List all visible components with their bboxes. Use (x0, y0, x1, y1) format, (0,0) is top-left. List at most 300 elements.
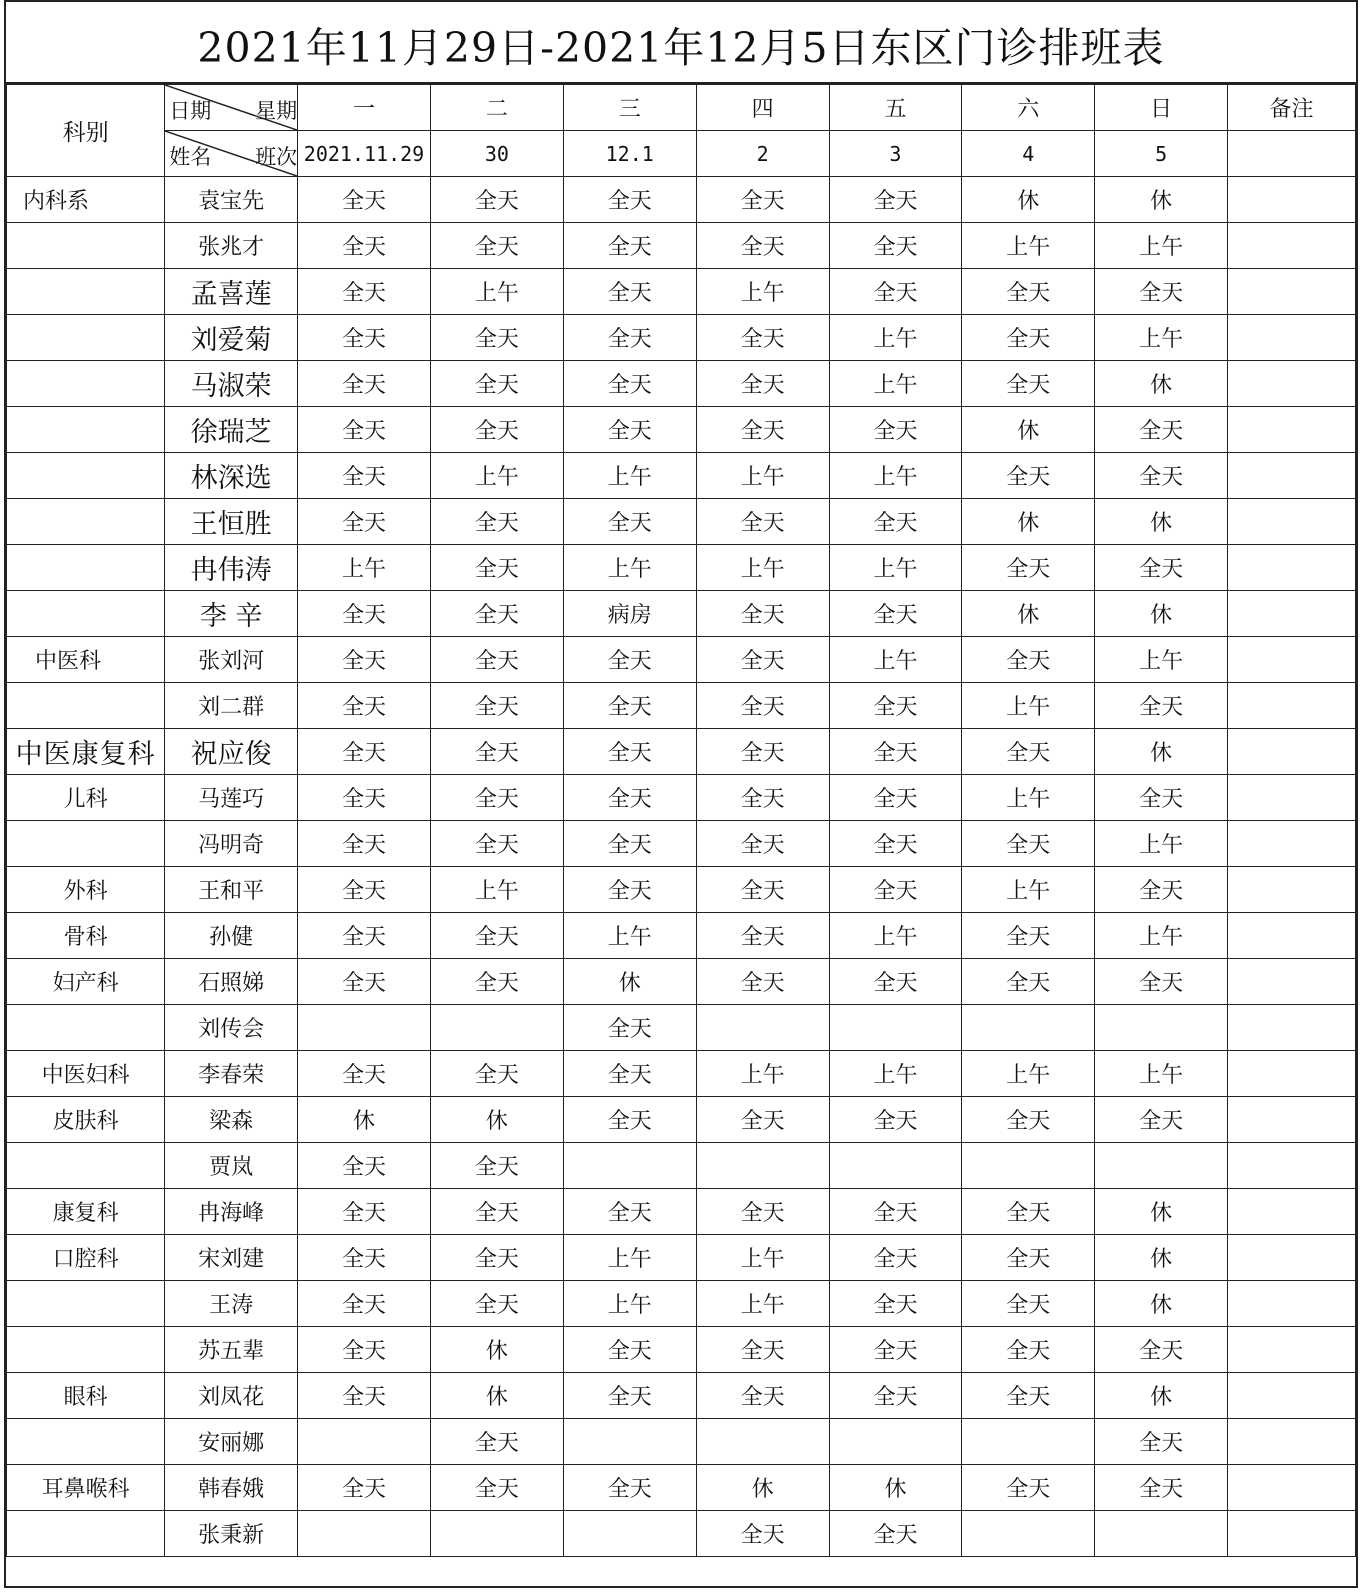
weekday-thu: 四 (696, 85, 829, 131)
remark-cell (1228, 913, 1356, 959)
shift-cell: 休 (1095, 1281, 1228, 1327)
shift-cell: 上午 (563, 453, 696, 499)
shift-cell: 全天 (829, 407, 962, 453)
table-row (7, 1235, 1356, 1281)
dept-cell (7, 407, 165, 453)
shift-cell: 休 (829, 1465, 962, 1511)
table-row (7, 1005, 1356, 1051)
table-row (7, 361, 1356, 407)
shift-cell: 全天 (696, 821, 829, 867)
shift-cell: 全天 (430, 499, 563, 545)
shift-cell: 休 (962, 591, 1095, 637)
shift-cell: 全天 (962, 1281, 1095, 1327)
shift-cell: 全天 (829, 1327, 962, 1373)
shift-cell: 上午 (1095, 821, 1228, 867)
shift-cell: 全天 (1095, 269, 1228, 315)
shift-cell: 上午 (962, 683, 1095, 729)
shift-cell: 全天 (829, 177, 962, 223)
shift-cell: 全天 (430, 1235, 563, 1281)
remark-cell (1228, 1419, 1356, 1465)
shift-cell: 全天 (1095, 1465, 1228, 1511)
shift-cell: 全天 (962, 821, 1095, 867)
table-row (7, 545, 1356, 591)
shift-cell: 全天 (298, 1373, 431, 1419)
shift-cell: 全天 (962, 1327, 1095, 1373)
shift-cell: 全天 (298, 637, 431, 683)
shift-cell: 全天 (962, 269, 1095, 315)
table-row (7, 1511, 1356, 1557)
shift-cell: 全天 (696, 407, 829, 453)
shift-cell: 休 (962, 177, 1095, 223)
shift-cell: 全天 (1095, 453, 1228, 499)
shift-cell: 上午 (563, 1235, 696, 1281)
remark-cell (1228, 1281, 1356, 1327)
shift-cell: 全天 (430, 1051, 563, 1097)
table-row (7, 177, 1356, 223)
remark-cell (1228, 1373, 1356, 1419)
dept-cell (7, 1511, 165, 1557)
shift-cell (962, 1419, 1095, 1465)
shift-cell: 休 (430, 1373, 563, 1419)
weekday-mon: 一 (298, 85, 431, 131)
shift-cell: 全天 (829, 223, 962, 269)
dept-cell: 中医康复科 (7, 729, 165, 775)
weekday-wed: 三 (563, 85, 696, 131)
shift-cell: 全天 (298, 315, 431, 361)
shift-cell: 上午 (430, 269, 563, 315)
remark-cell (1228, 1465, 1356, 1511)
table-row (7, 315, 1356, 361)
remark-cell (1228, 775, 1356, 821)
shift-cell: 全天 (962, 913, 1095, 959)
shift-cell: 上午 (829, 453, 962, 499)
table-row (7, 821, 1356, 867)
shift-cell: 全天 (430, 591, 563, 637)
shift-cell (298, 1511, 431, 1557)
shift-cell: 全天 (1095, 683, 1228, 729)
shift-cell: 全天 (829, 499, 962, 545)
shift-cell: 上午 (563, 913, 696, 959)
doctor-name-cell: 刘二群 (165, 683, 298, 729)
name-label: 姓名 (169, 145, 212, 169)
doctor-name-cell: 苏五辈 (165, 1327, 298, 1373)
shift-cell (829, 1143, 962, 1189)
shift-cell (563, 1419, 696, 1465)
dept-cell (7, 223, 165, 269)
shift-cell: 上午 (962, 223, 1095, 269)
shift-cell: 全天 (696, 223, 829, 269)
remark-cell (1228, 361, 1356, 407)
remark-cell (1228, 1511, 1356, 1557)
remark-cell (1228, 683, 1356, 729)
dept-cell: 康复科 (7, 1189, 165, 1235)
shift-cell: 全天 (962, 729, 1095, 775)
remark-cell (1228, 269, 1356, 315)
shift-cell: 上午 (696, 1281, 829, 1327)
remark-cell (1228, 177, 1356, 223)
shift-cell: 全天 (829, 821, 962, 867)
shift-cell: 全天 (1095, 959, 1228, 1005)
shift-cell: 全天 (430, 637, 563, 683)
shift-cell: 全天 (563, 683, 696, 729)
shift-cell: 全天 (829, 1373, 962, 1419)
week-label: 星期 (255, 99, 298, 123)
shift-cell: 上午 (1095, 223, 1228, 269)
shift-cell: 全天 (696, 177, 829, 223)
remark-cell (1228, 1189, 1356, 1235)
shift-cell: 全天 (298, 269, 431, 315)
remark-cell (1228, 407, 1356, 453)
table-row (7, 591, 1356, 637)
shift-cell: 全天 (563, 775, 696, 821)
doctor-name-cell: 徐瑞芝 (165, 407, 298, 453)
dept-cell: 外科 (7, 867, 165, 913)
shift-cell: 上午 (563, 1281, 696, 1327)
table-row (7, 1419, 1356, 1465)
shift-cell: 全天 (829, 269, 962, 315)
header-row-weekday (7, 85, 1356, 131)
date-sun: 5 (1095, 131, 1228, 177)
shift-cell: 全天 (430, 1419, 563, 1465)
shift-cell: 全天 (696, 1511, 829, 1557)
remark-cell (1228, 1051, 1356, 1097)
shift-cell: 全天 (298, 361, 431, 407)
shift-cell (298, 1005, 431, 1051)
shift-cell: 休 (430, 1097, 563, 1143)
remark-cell (1228, 1005, 1356, 1051)
dept-cell (7, 499, 165, 545)
table-row (7, 269, 1356, 315)
shift-cell: 全天 (298, 1051, 431, 1097)
shift-cell: 全天 (829, 775, 962, 821)
table-row (7, 1465, 1356, 1511)
doctor-name-cell: 宋刘建 (165, 1235, 298, 1281)
shift-label: 班次 (255, 145, 298, 169)
table-row (7, 775, 1356, 821)
remark-cell (1228, 729, 1356, 775)
shift-cell: 全天 (430, 959, 563, 1005)
shift-cell: 休 (1095, 361, 1228, 407)
shift-cell: 全天 (696, 683, 829, 729)
dept-cell (7, 1281, 165, 1327)
shift-cell: 全天 (696, 1327, 829, 1373)
shift-cell: 全天 (430, 361, 563, 407)
doctor-name-cell: 刘爱菊 (165, 315, 298, 361)
remark-cell (1228, 959, 1356, 1005)
table-row (7, 867, 1356, 913)
shift-cell: 全天 (962, 1097, 1095, 1143)
shift-cell: 全天 (1095, 1327, 1228, 1373)
remark-cell (1228, 223, 1356, 269)
remark-cell (1228, 545, 1356, 591)
remark-cell (1228, 591, 1356, 637)
shift-cell: 全天 (696, 315, 829, 361)
dept-cell: 妇产科 (7, 959, 165, 1005)
doctor-name-cell: 石照娣 (165, 959, 298, 1005)
shift-cell: 上午 (829, 545, 962, 591)
shift-cell: 全天 (298, 499, 431, 545)
dept-cell: 皮肤科 (7, 1097, 165, 1143)
dept-cell (7, 591, 165, 637)
shift-cell (829, 1419, 962, 1465)
dept-cell (7, 453, 165, 499)
shift-cell: 上午 (962, 775, 1095, 821)
table-row (7, 1281, 1356, 1327)
shift-cell: 休 (962, 407, 1095, 453)
dept-cell: 中医科 (7, 637, 165, 683)
shift-cell: 全天 (298, 1143, 431, 1189)
shift-cell: 全天 (298, 177, 431, 223)
doctor-name-cell: 刘凤花 (165, 1373, 298, 1419)
shift-cell (563, 1511, 696, 1557)
shift-cell: 全天 (563, 1051, 696, 1097)
dept-cell (7, 821, 165, 867)
doctor-name-cell: 孙健 (165, 913, 298, 959)
table-row (7, 407, 1356, 453)
shift-cell: 全天 (298, 1235, 431, 1281)
shift-cell: 休 (298, 1097, 431, 1143)
remark-cell (1228, 1235, 1356, 1281)
doctor-name-cell: 王涛 (165, 1281, 298, 1327)
doctor-name-cell: 张兆才 (165, 223, 298, 269)
shift-cell (962, 1511, 1095, 1557)
shift-cell: 上午 (1095, 637, 1228, 683)
date-wed: 12.1 (563, 131, 696, 177)
shift-cell: 全天 (829, 867, 962, 913)
shift-cell: 全天 (696, 1373, 829, 1419)
shift-cell: 休 (563, 959, 696, 1005)
shift-cell: 上午 (696, 453, 829, 499)
weekday-fri: 五 (829, 85, 962, 131)
table-row (7, 637, 1356, 683)
table-row (7, 453, 1356, 499)
shift-cell: 全天 (962, 1373, 1095, 1419)
shift-cell: 全天 (430, 177, 563, 223)
shift-cell: 全天 (829, 591, 962, 637)
table-row (7, 1373, 1356, 1419)
shift-cell: 全天 (563, 1189, 696, 1235)
dept-cell (7, 683, 165, 729)
shift-cell: 全天 (298, 407, 431, 453)
shift-cell: 上午 (696, 1235, 829, 1281)
shift-cell: 全天 (829, 683, 962, 729)
shift-cell: 全天 (430, 545, 563, 591)
remark-cell (1228, 1143, 1356, 1189)
shift-cell: 全天 (298, 683, 431, 729)
shift-cell: 全天 (430, 1281, 563, 1327)
shift-cell (563, 1143, 696, 1189)
remark-cell (1228, 637, 1356, 683)
dept-cell (7, 315, 165, 361)
shift-cell: 全天 (298, 1281, 431, 1327)
remark-cell (1228, 315, 1356, 361)
table-row (7, 1143, 1356, 1189)
doctor-name-cell: 李春荣 (165, 1051, 298, 1097)
dept-cell (7, 545, 165, 591)
dept-cell: 耳鼻喉科 (7, 1465, 165, 1511)
weekday-sat: 六 (962, 85, 1095, 131)
shift-cell: 休 (696, 1465, 829, 1511)
doctor-name-cell: 袁宝先 (165, 177, 298, 223)
weekday-tue: 二 (430, 85, 563, 131)
shift-cell: 上午 (829, 315, 962, 361)
doctor-name-cell: 冉伟涛 (165, 545, 298, 591)
shift-cell: 全天 (298, 821, 431, 867)
shift-cell: 全天 (563, 1005, 696, 1051)
shift-cell: 全天 (962, 1235, 1095, 1281)
shift-cell (1095, 1511, 1228, 1557)
shift-cell: 休 (1095, 591, 1228, 637)
shift-cell: 上午 (696, 269, 829, 315)
shift-cell: 全天 (298, 729, 431, 775)
shift-cell: 上午 (563, 545, 696, 591)
shift-cell: 全天 (563, 177, 696, 223)
shift-cell: 全天 (430, 1189, 563, 1235)
doctor-name-cell: 祝应俊 (165, 729, 298, 775)
shift-cell: 上午 (1095, 315, 1228, 361)
shift-cell: 全天 (563, 867, 696, 913)
shift-cell (962, 1005, 1095, 1051)
schedule-table (6, 84, 1356, 1557)
shift-cell: 全天 (563, 1465, 696, 1511)
shift-cell: 全天 (829, 1189, 962, 1235)
name-shift-header (165, 131, 298, 177)
table-row (7, 913, 1356, 959)
dept-cell: 内科系 (7, 177, 165, 223)
shift-cell (829, 1005, 962, 1051)
shift-cell: 全天 (430, 407, 563, 453)
shift-cell: 全天 (563, 361, 696, 407)
shift-cell: 休 (1095, 1373, 1228, 1419)
doctor-name-cell: 孟喜莲 (165, 269, 298, 315)
shift-cell: 全天 (696, 591, 829, 637)
shift-cell: 上午 (696, 545, 829, 591)
shift-cell: 全天 (298, 1465, 431, 1511)
shift-cell: 全天 (1095, 1097, 1228, 1143)
shift-cell: 全天 (430, 223, 563, 269)
shift-cell: 全天 (696, 361, 829, 407)
shift-cell: 全天 (298, 959, 431, 1005)
doctor-name-cell: 韩春娥 (165, 1465, 298, 1511)
dept-cell: 儿科 (7, 775, 165, 821)
table-row (7, 499, 1356, 545)
shift-cell: 全天 (563, 1327, 696, 1373)
doctor-name-cell: 张刘河 (165, 637, 298, 683)
shift-cell: 全天 (962, 315, 1095, 361)
shift-cell: 全天 (298, 1189, 431, 1235)
dept-cell: 骨科 (7, 913, 165, 959)
shift-cell: 上午 (829, 361, 962, 407)
shift-cell (1095, 1005, 1228, 1051)
shift-cell: 全天 (563, 315, 696, 361)
shift-cell: 全天 (696, 729, 829, 775)
dept-cell (7, 361, 165, 407)
shift-cell: 全天 (696, 499, 829, 545)
shift-cell: 上午 (1095, 1051, 1228, 1097)
table-row (7, 223, 1356, 269)
table-row (7, 959, 1356, 1005)
table-row (7, 1327, 1356, 1373)
shift-cell: 全天 (829, 1281, 962, 1327)
doctor-name-cell: 李 辛 (165, 591, 298, 637)
table-row (7, 1097, 1356, 1143)
shift-cell: 全天 (696, 1097, 829, 1143)
table-row (7, 729, 1356, 775)
shift-cell: 全天 (696, 913, 829, 959)
shift-cell: 全天 (430, 821, 563, 867)
weekday-sun: 日 (1095, 85, 1228, 131)
shift-cell: 休 (1095, 499, 1228, 545)
shift-cell: 上午 (430, 453, 563, 499)
dept-cell (7, 1327, 165, 1373)
shift-cell: 全天 (962, 1189, 1095, 1235)
shift-cell: 全天 (298, 913, 431, 959)
table-row (7, 683, 1356, 729)
shift-cell: 全天 (563, 223, 696, 269)
shift-cell: 全天 (1095, 1419, 1228, 1465)
shift-cell (1095, 1143, 1228, 1189)
dept-cell (7, 269, 165, 315)
shift-cell: 全天 (829, 729, 962, 775)
shift-cell: 全天 (1095, 867, 1228, 913)
shift-cell: 休 (1095, 729, 1228, 775)
shift-cell: 上午 (962, 867, 1095, 913)
shift-cell: 上午 (829, 1051, 962, 1097)
doctor-name-cell: 刘传会 (165, 1005, 298, 1051)
doctor-name-cell: 张秉新 (165, 1511, 298, 1557)
doctor-name-cell: 贾岚 (165, 1143, 298, 1189)
shift-cell (962, 1143, 1095, 1189)
remark-cell (1228, 867, 1356, 913)
dept-cell: 中医妇科 (7, 1051, 165, 1097)
date-thu: 2 (696, 131, 829, 177)
shift-cell: 全天 (696, 959, 829, 1005)
table-row (7, 1189, 1356, 1235)
shift-cell: 全天 (696, 637, 829, 683)
shift-cell: 全天 (563, 269, 696, 315)
shift-cell: 全天 (430, 775, 563, 821)
doctor-name-cell: 马莲巧 (165, 775, 298, 821)
remark-date-cell (1228, 131, 1356, 177)
shift-cell: 全天 (298, 453, 431, 499)
dept-cell (7, 1005, 165, 1051)
shift-cell (696, 1143, 829, 1189)
shift-cell: 全天 (962, 1465, 1095, 1511)
remark-cell (1228, 821, 1356, 867)
doctor-name-cell: 冯明奇 (165, 821, 298, 867)
shift-cell: 全天 (430, 1143, 563, 1189)
shift-cell: 休 (430, 1327, 563, 1373)
dept-header: 科别 (7, 85, 165, 177)
shift-cell: 上午 (696, 1051, 829, 1097)
remark-header: 备注 (1228, 85, 1356, 131)
shift-cell: 上午 (829, 913, 962, 959)
shift-cell: 全天 (962, 959, 1095, 1005)
shift-cell: 全天 (563, 821, 696, 867)
shift-cell: 全天 (298, 775, 431, 821)
shift-cell: 全天 (563, 1097, 696, 1143)
shift-cell: 全天 (1095, 545, 1228, 591)
shift-cell: 全天 (563, 637, 696, 683)
shift-cell: 全天 (298, 867, 431, 913)
table-row (7, 1051, 1356, 1097)
page-title: 2021年11月29日-2021年12月5日东区门诊排班表 (6, 2, 1356, 84)
doctor-name-cell: 王恒胜 (165, 499, 298, 545)
shift-cell: 上午 (430, 867, 563, 913)
date-mon: 2021.11.29 (298, 131, 431, 177)
shift-cell: 全天 (962, 637, 1095, 683)
doctor-name-cell: 冉海峰 (165, 1189, 298, 1235)
